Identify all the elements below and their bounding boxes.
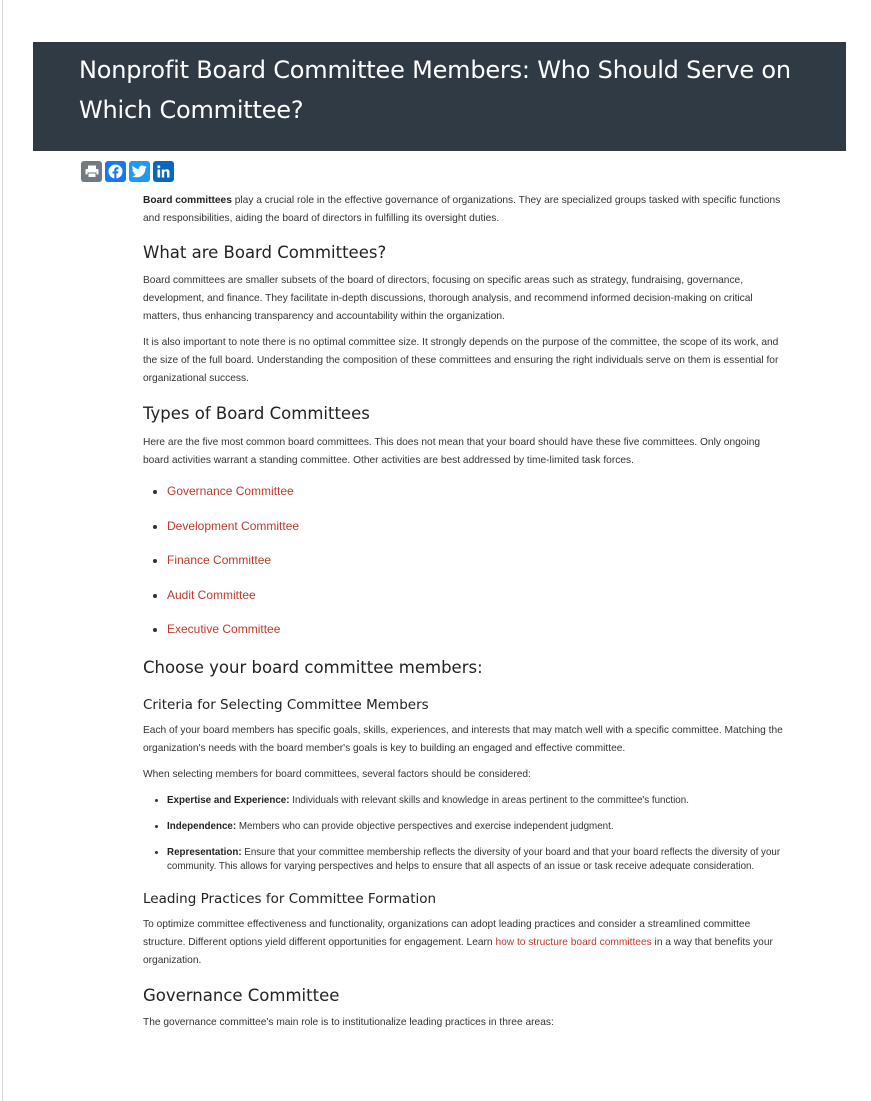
what-paragraph-1: Board committees are smaller subsets of the board of directors, focusing on specific areas such as strategy, fundraising, governance, development, and finance. They facilitate in-depth discussions, thorough analysis, and recommend informed decision-making on critical matters, thus enhancing transparency and accountability within the organization. — [143, 275, 753, 322]
criteria-list — [143, 794, 788, 874]
criteria-paragraph-2: When selecting members for board committees, several factors should be considered: — [143, 768, 531, 780]
heading-types-of-board-committees: Types of Board Committees — [143, 404, 370, 423]
criteria-text: Members who can provide objective perspectives and exercise independent judgment. — [236, 820, 614, 832]
list-item — [167, 846, 788, 874]
criteria-paragraph-1: Each of your board members has specific goals, skills, experiences, and interests that may match well with a specific committee. Matching the organization's needs with the board member's goals is key to building an engaged and effective committee. — [143, 724, 783, 754]
article-title: Nonprofit Board Committee Members: Who Should Serve on Which Committee? — [79, 56, 791, 124]
leading-text-before: To optimize committee effectiveness and functionality, organizations can adopt leading practices and consider a streamlined committee structure. Different options yield different opportunities for engagement. Learn — [143, 918, 751, 948]
article-header — [33, 42, 846, 151]
list-item — [167, 820, 788, 834]
criteria-label: Expertise and Experience: — [167, 794, 290, 806]
committee-link-list — [143, 483, 788, 637]
criteria-text: Ensure that your committee membership reflects the diversity of your board and that your board reflects the diversity of your community. This allows for varying perspectives and helps to ensure that all aspects of an issue or task receive adequate consideration. — [167, 846, 781, 872]
facebook-icon[interactable] — [105, 161, 126, 182]
heading-choose-members: Choose your board committee members: — [143, 657, 483, 677]
linkedin-icon[interactable] — [153, 161, 174, 182]
list-item — [167, 552, 788, 568]
intro-paragraph — [143, 192, 788, 228]
list-item — [167, 587, 788, 603]
page-left-border — [2, 0, 3, 1101]
intro-bold: Board committees — [143, 195, 232, 206]
heading-leading-practices: Leading Practices for Committee Formation — [143, 890, 437, 907]
criteria-text: Individuals with relevant skills and knowledge in areas pertinent to the committee's function. — [289, 794, 689, 806]
list-item — [167, 483, 788, 499]
link-audit-committee[interactable]: Audit Committee — [167, 587, 256, 602]
types-paragraph: Here are the five most common board committees. This does not mean that your board should have these five committees. Only ongoing board activities warrant a standing committee. Other activities are best addressed by time-limited task forces. — [143, 437, 761, 466]
intro-text: play a crucial role in the effective governance of organizations. They are specialized groups tasked with specific functions and responsibilities, aiding the board of directors in fulfilling its oversight duties. — [143, 195, 781, 224]
link-executive-committee[interactable]: Executive Committee — [167, 622, 281, 636]
article-body — [143, 192, 788, 1040]
list-item — [167, 621, 788, 637]
criteria-label: Representation: — [167, 846, 242, 858]
link-finance-committee[interactable]: Finance Committee — [167, 553, 272, 567]
governance-paragraph: The governance committee's main role is to institutionalize leading practices in three areas: — [143, 1016, 554, 1028]
list-item — [167, 794, 788, 808]
heading-governance-committee: Governance Committee — [143, 985, 340, 1005]
criteria-label: Independence: — [167, 820, 237, 832]
heading-criteria: Criteria for Selecting Committee Members — [143, 696, 429, 713]
twitter-icon[interactable] — [129, 161, 150, 182]
what-paragraph-2: It is also important to note there is no optimal committee size. It strongly depends on the purpose of the committee, the scope of its work, and the size of the full board. Understanding the composition of these committees and ensuring the right individuals serve on them is essential for organizational success. — [143, 337, 779, 384]
leading-text-after: in a way that benefits your organization. — [143, 936, 773, 966]
list-item — [167, 518, 788, 534]
share-bar — [81, 161, 174, 182]
link-structure-board-committees[interactable]: how to structure board committees — [495, 936, 652, 948]
link-governance-committee[interactable]: Governance Committee — [167, 484, 294, 498]
leading-paragraph — [143, 916, 788, 970]
printer-icon[interactable] — [81, 161, 102, 182]
link-development-committee[interactable]: Development Committee — [167, 518, 300, 533]
heading-what-are-board-committees: What are Board Committees? — [143, 243, 387, 262]
